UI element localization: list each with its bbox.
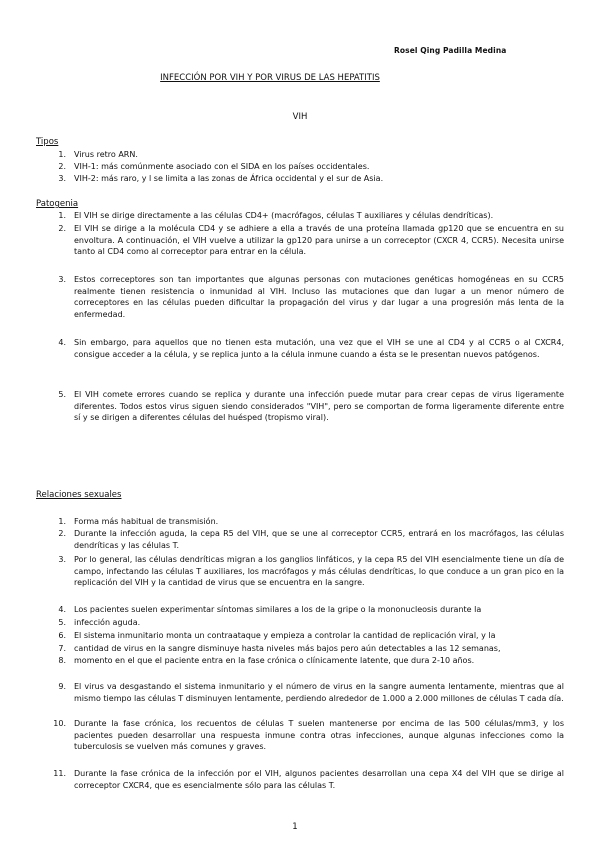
list-text: VIH-1: más comúnmente asociado con el SIDA en los países occidentales. <box>74 162 370 171</box>
list-text: El virus va desgastando el sistema inmunitario y el número de virus en la sangre aumenta lentamente, mientras que al mismo tiempo las células T disminuyen lentamente, perdiendo alrededor de 1.000 a 2.000 millones de células T cada día. <box>74 682 564 703</box>
list-number: 2. <box>58 529 66 538</box>
list-text: El sistema inmunitario monta un contraataque y empieza a controlar la cantidad de replicación viral, y la <box>74 631 496 640</box>
heading-patogenia: Patogenia <box>36 199 79 209</box>
list-number: 3. <box>58 174 66 183</box>
list-text: Estos correceptores son tan importantes que algunas personas con mutaciones genéticas homogéneas en su CCR5 realmente tienen resistencia o inmunidad al VIH. Incluso las mutaciones que dan lugar a un menor número de correceptores en las células pueden dificultar la propagación del virus y dar lugar a una progresión más lenta de la enfermedad. <box>74 275 564 319</box>
list-number: 9. <box>58 682 66 691</box>
list-number: 7. <box>58 644 66 653</box>
page-number: 1 <box>292 822 298 832</box>
list-text: Durante la infección aguda, la cepa R5 del VIH, que se une al correceptor CCR5, entrará en los macrófagos, las células dendríticas y las células T. <box>74 529 564 550</box>
list-number: 4. <box>58 338 66 347</box>
list-text: Los pacientes suelen experimentar síntomas similares a los de la gripe o la mononucleosis durante la <box>74 605 482 614</box>
list-number: 2. <box>58 224 66 233</box>
list-text: infección aguda. <box>74 618 141 627</box>
document-title: INFECCIÓN POR VIH Y POR VIRUS DE LAS HEPATITIS <box>160 73 380 83</box>
list-number: 4. <box>58 605 66 614</box>
list-text: Durante la fase crónica, los recuentos de células T suelen mantenerse por encima de las 500 células/mm3, y los pacientes pueden desarrollar una respuesta inmune contra otras infecciones, aunque algunas infecciones como la tuberculosis se vuelven más comunes y graves. <box>74 719 564 752</box>
list-text: momento en el que el paciente entra en la fase crónica o clínicamente latente, que dura 2-10 años. <box>74 656 475 665</box>
list-number: 2. <box>58 162 66 171</box>
list-number: 5. <box>58 390 66 399</box>
list-number: 3. <box>58 275 66 284</box>
list-text: El VIH se dirige a la molécula CD4 y se adhiere a ella a través de una proteína llamada gp120 que se encuentra en su envoltura. A continuación, el VIH vuelve a utilizar la gp120 para unirse a un correceptor (CXCR 4, CCR5). Necesita unirse tanto al CD4 como al correceptor para entrar en la célula. <box>74 224 564 257</box>
list-number: 5. <box>58 618 66 627</box>
list-text: Por lo general, las células dendríticas migran a los ganglios linfáticos, y la cepa R5 del VIH esencialmente tiene un día de campo, infectando las células T auxiliares, los macrófagos y más células dendríticas, lo que conduce a un gran pico en la replicación del VIH y la cantidad de virus que se encuentra en la sangre. <box>74 555 564 588</box>
list-text: Virus retro ARN. <box>74 150 138 159</box>
list-number: 3. <box>58 555 66 564</box>
list-number: 10. <box>53 719 66 728</box>
list-text: Durante la fase crónica de la infección por el VIH, algunos pacientes desarrollan una cepa X4 del VIH que se dirige al correceptor CXCR4, que es esencialmente sólo para las células T. <box>74 769 564 790</box>
list-text: Forma más habitual de transmisión. <box>74 517 219 526</box>
heading-tipos: Tipos <box>36 137 59 147</box>
list-text: Sin embargo, para aquellos que no tienen esta mutación, una vez que el VIH se une al CD4 y al CCR5 o al CXCR4, consigue acceder a la célula, y se replica junto a la célula inmune cuando a ésta se le presentan nuevos patógenos. <box>74 338 564 359</box>
list-text: El VIH comete errores cuando se replica y durante una infección puede mutar para crear cepas de virus ligeramente diferentes. Todos estos virus siguen siendo considerados "VIH", pero se comportan de forma ligeramente diferente entre sí y se dirigen a diferentes células del huésped (tropismo viral). <box>74 390 564 423</box>
list-text: El VIH se dirige directamente a las células CD4+ (macrófagos, células T auxiliares y células dendríticas). <box>74 211 494 220</box>
list-text: VIH-2: más raro, y l se limita a las zonas de África occidental y el sur de Asia. <box>74 174 384 183</box>
list-number: 8. <box>58 656 66 665</box>
list-number: 11. <box>53 769 66 778</box>
author-name: Rosel Qing Padilla Medina <box>394 46 507 55</box>
heading-relaciones-sexuales: Relaciones sexuales <box>36 490 122 500</box>
list-number: 6. <box>58 631 66 640</box>
list-number: 1. <box>58 150 66 159</box>
list-number: 1. <box>58 211 66 220</box>
list-text: cantidad de virus en la sangre disminuye hasta niveles más bajos pero aún detectables a las 12 semanas, <box>74 644 501 653</box>
section-title-vih: VIH <box>292 112 308 122</box>
list-number: 1. <box>58 517 66 526</box>
